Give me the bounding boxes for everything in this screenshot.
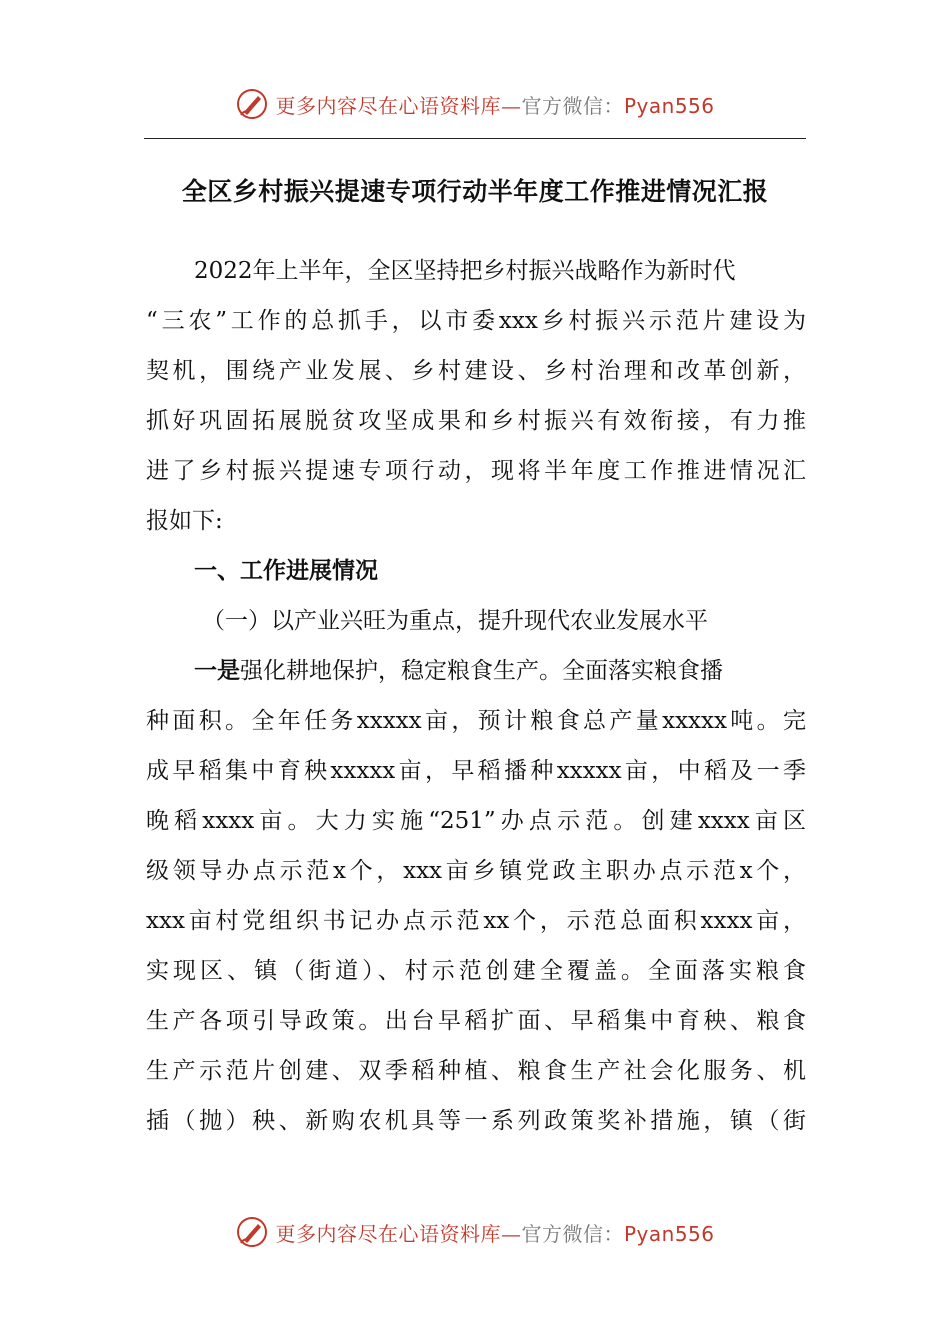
document-title: 全区乡村振兴提速专项行动半年度工作推进情况汇报 (181, 177, 769, 206)
paragraph-line: 级领导办点示范x个，xxx亩乡镇党政主职办点示范x个， (146, 858, 806, 884)
banner-wechat-label: 官方微信： (521, 1221, 624, 1246)
paragraph-line: 插（抛）秧、新购农机具等一系列政策奖补措施，镇（街 (146, 1108, 806, 1134)
banner-site-name: 更多内容尽在心语资料库 (275, 1221, 501, 1246)
header-banner (0, 84, 950, 124)
banner-text (275, 90, 714, 119)
pen-logo-icon (235, 1215, 269, 1249)
paragraph-line: 成早稻集中育秧xxxxx亩，早稻播种xxxxx亩，中稻及一季 (146, 758, 806, 784)
section-heading: 一、工作进展情况 (194, 558, 378, 584)
intro-line: 2022年上半年，全区坚持把乡村振兴战略作为新时代 (194, 258, 736, 284)
banner-wechat-label: 官方微信： (521, 93, 624, 118)
banner-wechat-id: Pyan556 (623, 1221, 715, 1246)
banner-site-name: 更多内容尽在心语资料库 (275, 93, 501, 118)
intro-line: “三农”工作的总抓手，以市委xxx乡村振兴示范片建设为 (146, 308, 806, 334)
intro-line: 契机，围绕产业发展、乡村建设、乡村治理和改革创新， (146, 358, 806, 384)
paragraph-first-rest: 强化耕地保护，稳定粮食生产。全面落实粮食播 (240, 658, 723, 684)
paragraph-line: 生产示范片创建、双季稻种植、粮食生产社会化服务、机 (146, 1058, 806, 1084)
banner-text (275, 1218, 714, 1247)
pen-logo-icon (235, 87, 269, 121)
paragraph-line: 生产各项引导政策。出台早稻扩面、早稻集中育秧、粮食 (146, 1008, 806, 1034)
paragraph-first-line (146, 646, 806, 696)
paragraph-line: xxx亩村党组织书记办点示范xx个，示范总面积xxxx亩， (146, 908, 806, 934)
subsection-heading: （一）以产业兴旺为重点，提升现代农业发展水平 (202, 608, 708, 634)
intro-line: 抓好巩固拓展脱贫攻坚成果和乡村振兴有效衔接，有力推 (146, 408, 806, 434)
banner-dash: — (500, 93, 522, 118)
banner-wechat-id: Pyan556 (623, 93, 715, 118)
paragraph-line: 实现区、镇（街道）、村示范创建全覆盖。全面落实粮食 (146, 958, 806, 984)
document-body (146, 246, 806, 1146)
paragraph-line: 晚稻xxxx亩。大力实施“251”办点示范。创建xxxx亩区 (146, 808, 806, 834)
footer-banner (0, 1212, 950, 1252)
header-rule (144, 138, 806, 139)
intro-line: 进了乡村振兴提速专项行动，现将半年度工作推进情况汇 (146, 458, 806, 484)
paragraph-line: 种面积。全年任务xxxxx亩，预计粮食总产量xxxxx吨。完 (146, 708, 806, 734)
paragraph-lead: 一是 (194, 658, 240, 684)
intro-line: 报如下: (146, 508, 223, 534)
banner-dash: — (500, 1221, 522, 1246)
